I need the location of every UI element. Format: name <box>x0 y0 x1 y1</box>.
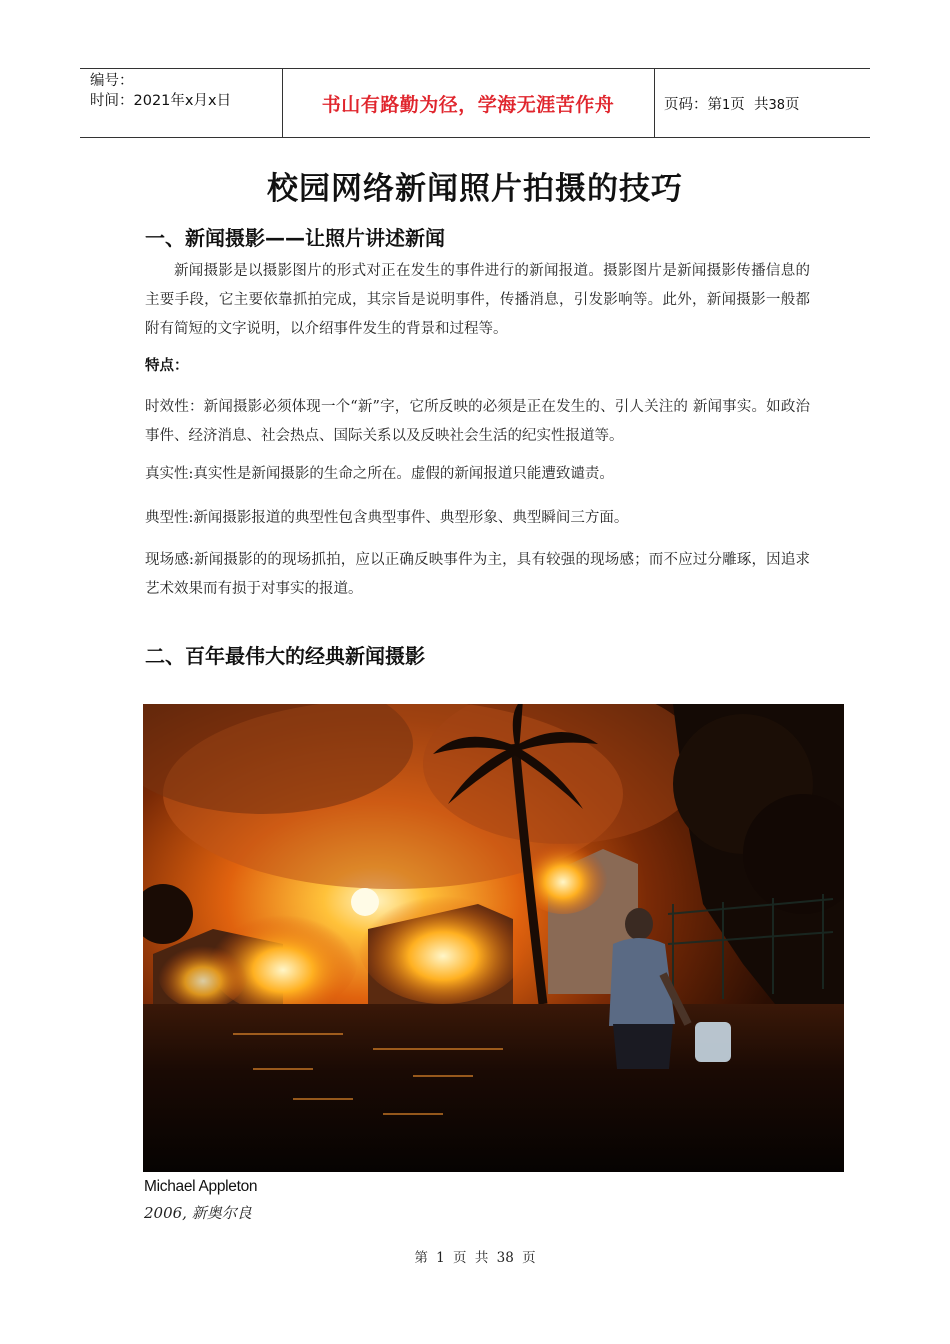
page-total: 38 <box>768 98 786 113</box>
serial-label: 编号： <box>90 73 134 89</box>
feature-typicality: 典型性:新闻摄影报道的典型性包含典型事件、典型形象、典型瞬间三方面。 <box>145 510 629 526</box>
document-header <box>80 68 870 138</box>
header-meta <box>90 71 231 111</box>
page-current: 1 <box>722 98 731 113</box>
feature-authenticity: 真实性:真实性是新闻摄影的生命之所在。虚假的新闻报道只能遭致谴责。 <box>145 466 614 482</box>
page-suffix: 页 <box>785 97 800 113</box>
page-title: 校园网络新闻照片拍摄的技巧 <box>267 171 683 207</box>
page-footer: 第 1 页 共 38 页 <box>414 1250 536 1266</box>
header-page-info <box>664 93 800 114</box>
section-heading-2: 二、百年最伟大的经典新闻摄影 <box>145 644 425 668</box>
news-photo <box>143 704 844 1172</box>
header-divider <box>654 69 655 137</box>
feature-timeliness: 时效性：新闻摄影必须体现一个“新”字，它所反映的必须是正在发生的、引人关注的 新闻事实。如政治事件、经济消息、社会热点、国际关系以及反映社会生活的纪实性报道等。 <box>145 399 810 444</box>
feature-presence: 现场感:新闻摄影的的现场抓拍，应以正确反映事件为主，具有较强的现场感；而不应过分雕琢，因追求艺术效果而有损于对事实的报道。 <box>145 552 810 597</box>
date-label: 时间：2021年x月x日 <box>90 93 232 109</box>
page-prefix: 页码：第 <box>664 97 722 113</box>
photo-credit: Michael Appleton <box>144 1178 258 1195</box>
section-heading-1: 一、新闻摄影——让照片讲述新闻 <box>145 226 445 250</box>
page-mid: 页 共 <box>730 97 769 113</box>
header-motto: 书山有路勤为径，学海无涯苦作舟 <box>321 93 615 116</box>
features-label: 特点： <box>145 358 189 374</box>
photo-place: 2006, 新奥尔良 <box>144 1204 252 1222</box>
intro-paragraph: 新闻摄影是以摄影图片的形式对正在发生的事件进行的新闻报道。摄影图片是新闻摄影传播信息的主要手段，它主要依靠抓拍完成，其宗旨是说明事件，传播消息，引发影响等。此外，新闻摄影一般都附有简短的文字说明，以介绍事件发生的背景和过程等。 <box>145 263 810 337</box>
